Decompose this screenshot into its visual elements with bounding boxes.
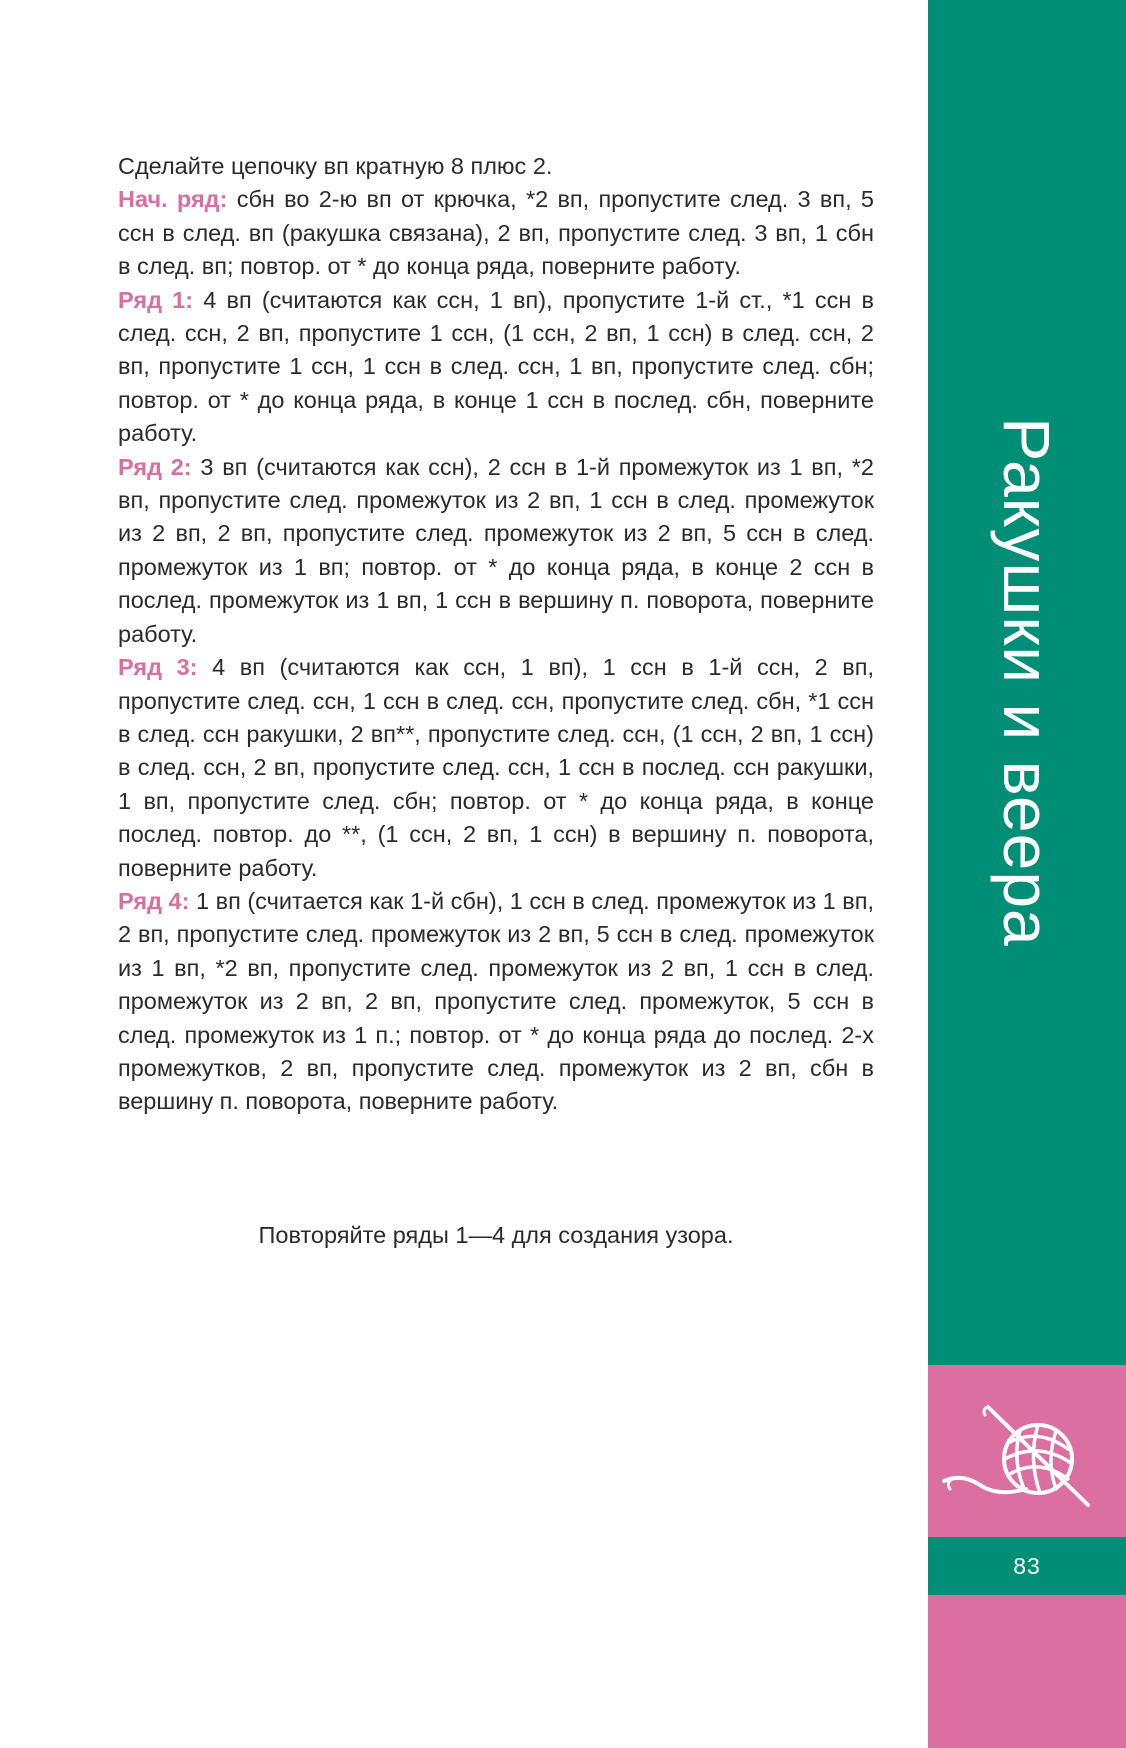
row-start <box>118 183 874 283</box>
chapter-sidebar <box>928 0 1126 1748</box>
row-label: Нач. ряд: <box>118 186 228 213</box>
chapter-title: Ракушки и веера <box>990 417 1064 947</box>
page-number-band <box>928 1537 1126 1595</box>
row-text: сбн во 2-ю вп от крючка, *2 вп, пропустите след. 3 вп, 5 ссн в след. вп (ракушка связана), 2 вп, пропустите след. 3 вп, 1 сбн в след. вп; повтор. от * до конца ряда, поверните работу. <box>118 186 874 280</box>
closing-note: Повторяйте ряды 1—4 для создания узора. <box>258 1222 734 1248</box>
intro-text: Сделайте цепочку вп кратную 8 плюс 2. <box>118 153 553 179</box>
pattern-instructions <box>118 150 874 1119</box>
row-label: Ряд 2: <box>118 453 192 480</box>
row-text: 4 вп (считаются как ссн, 1 вп), 1 ссн в 1-й ссн, 2 вп, пропустите след. ссн, 1 ссн в след. ссн, пропустите след. сбн, *1 ссн в след. ссн ракушки, 2 вп**, пропустите след. ссн, (1 ссн, 2 вп, 1 ссн) в след. ссн, 2 вп, пропустите след. ссн, 1 ссн в послед. ссн ракушки, 1 вп, пропустите след. сбн; повтор. от * до конца ряда, в конце послед. повтор. до **, (1 ссн, 2 вп, 1 ссн) в вершину п. поворота, поверните работу. <box>118 654 874 881</box>
sidebar-bottom-band <box>928 1595 1126 1748</box>
yarn-ball-hook-icon <box>928 1403 1126 1507</box>
row-4 <box>118 885 874 1119</box>
row-text: 3 вп (считаются как ссн), 2 ссн в 1-й промежуток из 1 вп, *2 вп, пропустите след. промежуток из 2 вп, 1 ссн в след. промежуток из 2 вп, 2 вп, пропустите след. промежуток из 2 вп, 5 ссн в след. промежуток из 1 вп; повтор. от * до конца ряда, в конце 2 ссн в послед. промежуток из 1 вп, 1 ссн в вершину п. поворота, поверните работу. <box>118 453 875 647</box>
row-label: Ряд 4: <box>118 887 190 914</box>
row-text: 1 вп (считается как 1-й сбн), 1 ссн в след. промежуток из 1 вп, 2 вп, пропустите след. промежуток из 2 вп, 5 ссн в след. промежуток из 1 вп, *2 вп, пропустите след. промежуток из 2 вп, 1 ссн в след. промежуток из 2 вп, 2 вп, пропустите след. промежуток, 5 ссн в след. промежуток из 1 п.; повтор. от * до конца ряда до послед. 2-х промежутков, 2 вп, пропустите след. промежуток из 2 вп, сбн в вершину п. поворота, поверните работу. <box>118 887 874 1115</box>
row-1 <box>118 284 874 451</box>
row-2 <box>118 451 874 651</box>
row-3 <box>118 651 874 885</box>
row-text: 4 вп (считаются как ссн, 1 вп), пропустите 1-й ст., *1 ссн в след. ссн, 2 вп, пропустите 1 ссн, (1 ссн, 2 вп, 1 ссн) в след. ссн, 2 вп, пропустите 1 ссн, 1 ссн в след. ссн, 1 вп, пропустите след. сбн; повтор. от * до конца ряда, в конце 1 ссн в послед. сбн, поверните работу. <box>118 286 875 447</box>
row-label: Ряд 3: <box>118 654 198 681</box>
row-label: Ряд 1: <box>118 286 194 313</box>
page-number: 83 <box>1013 1552 1041 1579</box>
sidebar-title-band <box>928 0 1126 1365</box>
sidebar-icon-band <box>928 1365 1126 1537</box>
